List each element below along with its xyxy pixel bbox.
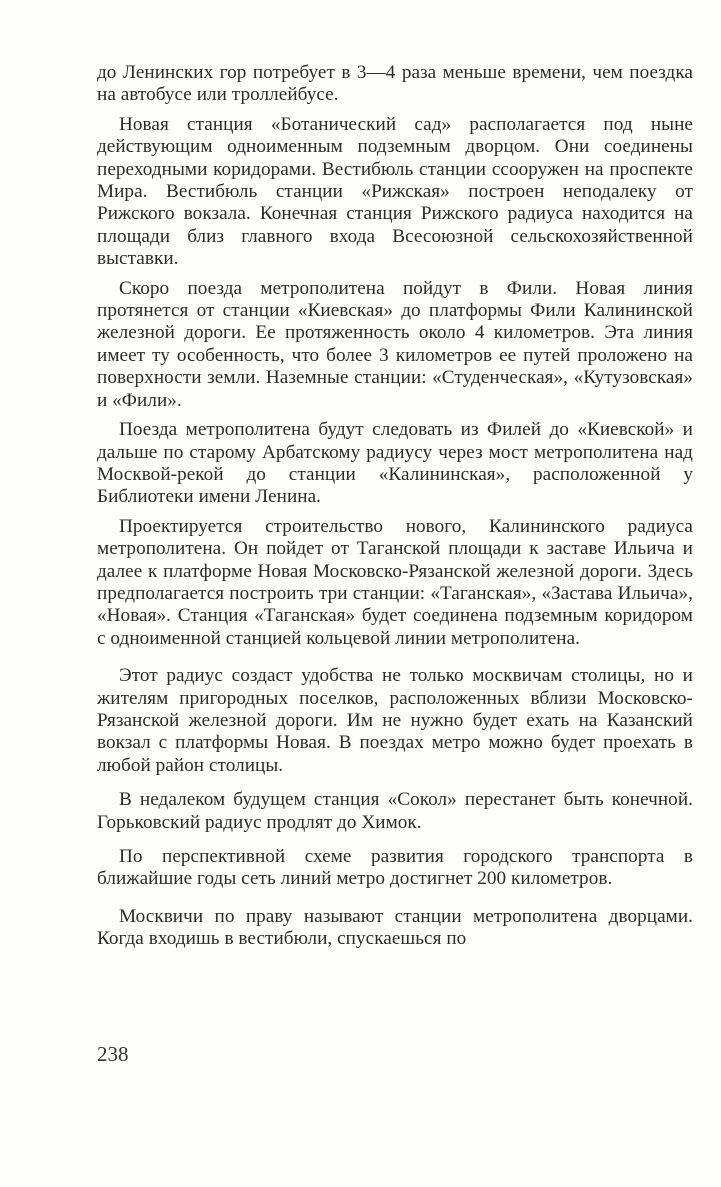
paragraph-sokol: В недалеком будущем станция «Сокол» перестанет быть конечной. Горьковский радиус продлят до Химок. bbox=[97, 789, 693, 833]
paragraph-fili-line: Скоро поезда метрополитена пойдут в Фили. Новая линия протянется от станции «Киевская» до платформы Фили Калининской железной дороги. Ее протяженность около 4 километров. Эта линия имеет ту особенность, что более 3 километров ее путей проложено на поверхности земли. Наземные станции: «Студенческая», «Кутузовская» и «Фили». bbox=[97, 277, 693, 411]
paragraph-botanical-garden: Новая станция «Ботанический сад» располагается под ныне действующим одноименным подземным дворцом. Они соединены переходными коридорами. Вестибюль станции ссооружен на проспекте Мира. Вестибюль станции «Рижская» построен неподалеку от Рижского вокзала. Конечная станция Рижского радиуса находится на площади близ главного входа Всесоюзной сельскохозяйственной выставки. bbox=[97, 113, 693, 270]
body-text bbox=[97, 62, 693, 951]
paragraph-network-length: По перспективной схеме развития городского транспорта в ближайшие годы сеть линий метро достигнет 200 километров. bbox=[97, 846, 693, 890]
paragraph-palaces: Москвичи по праву называют станции метрополитена дворцами. Когда входишь в вестибюли, спускаешься по bbox=[97, 905, 693, 950]
paragraph-kalinin-radius: Проектируется строительство нового, Калининского радиуса метрополитена. Он пойдет от Таганской площади к заставе Ильича и далее к платформе Новая Московско-Рязанской железной дороги. Здесь предполагается построить три станции: «Таганская», «Застава Ильича», «Новая». Станция «Таганская» будет соединена подземным коридором с одноименной станцией кольцевой линии метрополитена. bbox=[97, 515, 693, 649]
paragraph-continuation: до Ленинских гор потребует в 3—4 раза меньше времени, чем поездка на автобусе или троллейбусе. bbox=[97, 62, 693, 106]
page-number: 238 bbox=[97, 1042, 129, 1066]
paragraph-suburbs: Этот радиус создаст удобства не только москвичам столицы, но и жителям пригородных поселков, расположенных вблизи Московско-Рязанской железной дороги. Им не нужно будет ехать на Казанский вокзал с платформы Новая. В поездах метро можно будет проехать в любой район столицы. bbox=[97, 665, 693, 776]
paragraph-arbat-radius: Поезда метрополитена будут следовать из Филей до «Киевской» и дальше по старому Арбатскому радиусу через мост метрополитена над Москвой-рекой до станции «Калининская», расположенной у Библиотеки имени Ленина. bbox=[97, 419, 693, 508]
